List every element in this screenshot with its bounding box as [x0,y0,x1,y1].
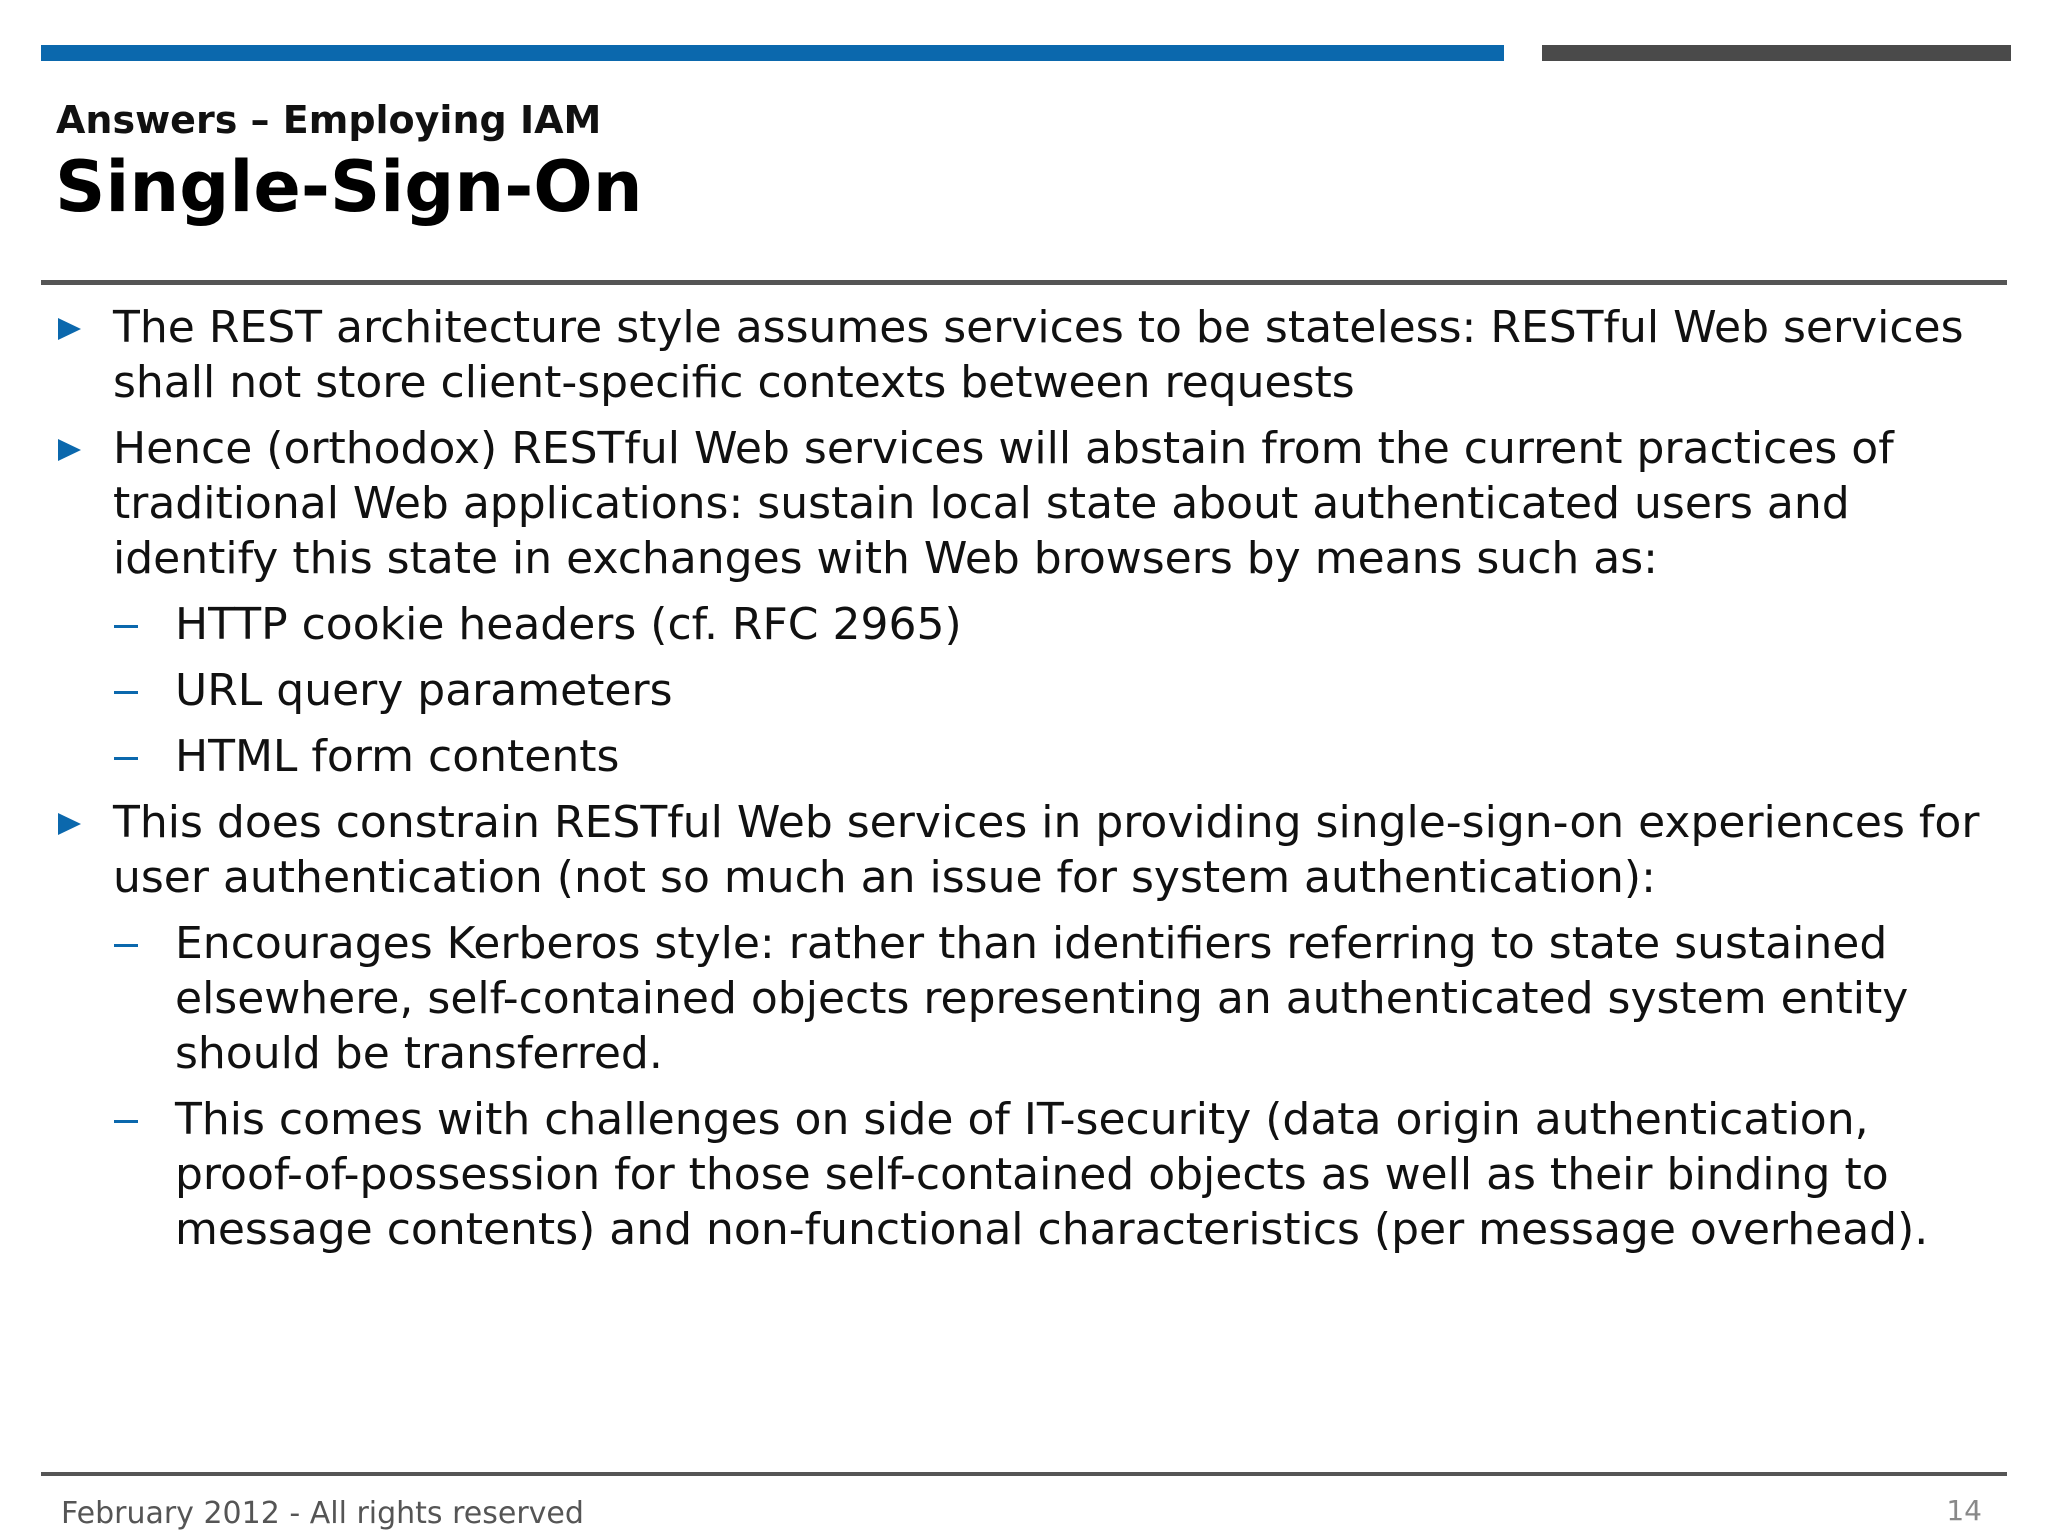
dash-bullet-icon [114,691,138,694]
footer-divider [41,1472,2007,1476]
bullet-text: The REST architecture style assumes services to be stateless: RESTful Web services shall not store client-specific contexts between requests [113,302,1964,408]
sub-bullet-text: HTTP cookie headers (cf. RFC 2965) [175,599,962,650]
sub-bullet-text: This comes with challenges on side of IT-security (data origin authentication, proof-of-possession for those self-contained objects as well as their binding to message contents) and non-functional characteristics (per message overhead). [175,1094,1929,1255]
header-divider [41,280,2007,285]
triangle-bullet-icon [58,439,81,461]
dash-bullet-icon [114,944,138,947]
dash-bullet-icon [114,1120,138,1123]
triangle-bullet-icon [58,813,81,835]
bullet-text: Hence (orthodox) RESTful Web services will abstain from the current practices of traditional Web applications: sustain local state about authenticated users and identify this state in exchanges with Web browsers by means such as: [113,423,1894,584]
footer-copyright: February 2012 - All rights reserved [61,1496,584,1531]
sub-bullet-item [0,729,2005,784]
bullet-item [0,300,2013,410]
sub-bullet-text: HTML form contents [175,731,620,782]
sub-bullet-item [0,1092,2005,1257]
sub-bullet-text: URL query parameters [175,665,673,716]
page-number: 14 [1946,1494,1982,1527]
sub-bullet-item [0,916,2005,1081]
bullet-item [0,795,2013,905]
sub-bullet-text: Encourages Kerberos style: rather than identifiers referring to state sustained elsewhere, self-contained objects representing an authenticated system entity should be transferred. [175,918,1909,1079]
bullet-text: This does constrain RESTful Web services in providing single-sign-on experiences for user authentication (not so much an issue for system authentication): [113,797,1980,903]
header-accent-bar-gray [1542,45,2011,61]
dash-bullet-icon [114,757,138,760]
slide-title: Single-Sign-On [55,146,643,228]
sub-bullet-item [0,597,2005,652]
dash-bullet-icon [114,625,138,628]
triangle-bullet-icon [58,318,81,340]
slide-subtitle: Answers – Employing IAM [56,98,602,142]
sub-bullet-item [0,663,2005,718]
slide-content [0,300,2048,1268]
header-accent-bar-blue [41,45,1504,61]
bullet-item [0,421,2013,586]
